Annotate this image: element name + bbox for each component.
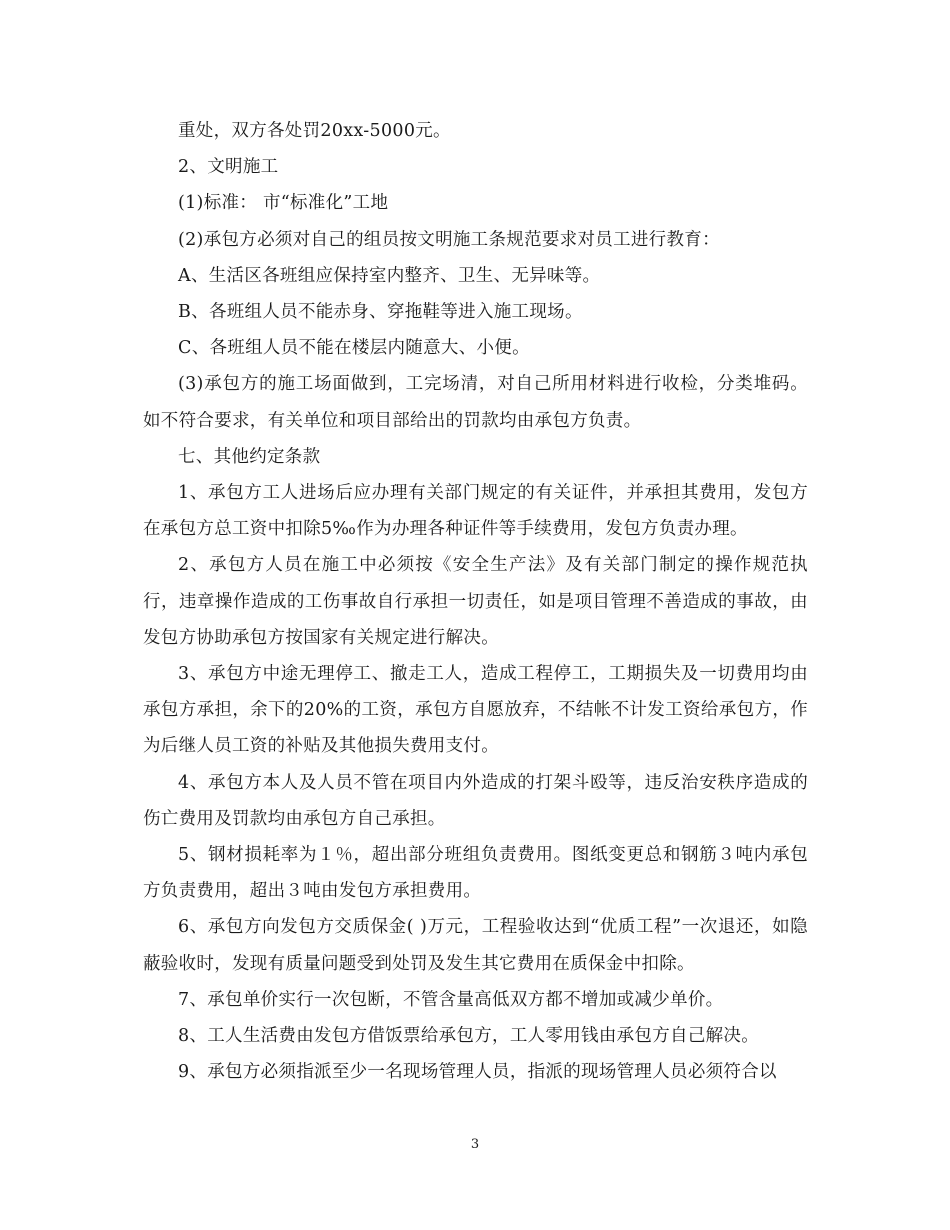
- paragraph-term-5: 5、钢材损耗率为１％，超出部分班组负责费用。图纸变更总和钢筋３吨内承包方负责费用，超出３吨由发包方承担费用。: [143, 845, 808, 902]
- paragraph-term-7: 7、承包单价实行一次包断，不管含量高低双方都不增加或减少单价。: [178, 989, 724, 1010]
- paragraph-item-b: B、各班组人员不能赤身、穿拖鞋等进入施工现场。: [178, 302, 583, 323]
- paragraph-site-cleanup: (3)承包方的施工场面做到，工完场清，对自己所用材料进行收检，分类堆码。如不符合要求，有关单位和项目部给出的罚款均由承包方负责。: [143, 374, 808, 431]
- paragraph-item-a: A、生活区各班组应保持室内整齐、卫生、无异味等。: [178, 265, 601, 286]
- paragraph-other-terms-heading: 七、其他约定条款: [178, 446, 321, 467]
- paragraph-term-8: 8、工人生活费由发包方借饭票给承包方，工人零用钱由承包方自己解决。: [178, 1026, 760, 1047]
- paragraph-term-3: 3、承包方中途无理停工、撤走工人，造成工程停工，工期损失及一切费用均由承包方承担，余下的20%的工资，承包方自愿放弃，不结帐不计发工资给承包方，作为后继人员工资的补贴及其他损失费用支付。: [143, 664, 808, 757]
- paragraph-term-4: 4、承包方本人及人员不管在项目内外造成的打架斗殴等，违反治安秩序造成的伤亡费用及罚款均由承包方自己承担。: [143, 772, 808, 829]
- paragraph-item-c: C、各班组人员不能在楼层内随意大、小便。: [178, 338, 530, 359]
- document-body: [143, 113, 808, 1090]
- paragraph-term-6: 6、承包方向发包方交质保金( )万元，工程验收达到“优质工程”一次退还，如隐蔽验收时，发现有质量问题受到处罚及发生其它费用在质保金中扣除。: [143, 917, 808, 974]
- paragraph-civilized-construction-heading: 2、文明施工: [178, 157, 279, 178]
- paragraph-education-requirement: (2)承包方必须对自己的组员按文明施工条规范要求对员工进行教育：: [178, 229, 720, 250]
- page-number: 3: [470, 1137, 480, 1152]
- paragraph-term-9: 9、承包方必须指派至少一名现场管理人员，指派的现场管理人员必须符合以: [178, 1062, 777, 1083]
- paragraph-penalty-continuation: 重处，双方各处罚20xx-5000元。: [178, 121, 451, 141]
- paragraph-term-2: 2、承包方人员在施工中必须按《安全生产法》及有关部门制定的操作规范执行，违章操作造成的工伤事故自行承担一切责任，如是项目管理不善造成的事故，由发包方协助承包方按国家有关规定进行解决。: [143, 555, 808, 648]
- paragraph-term-1: 1、承包方工人进场后应办理有关部门规定的有关证件，并承担其费用，发包方在承包方总工资中扣除5‰作为办理各种证件等手续费用，发包方负责办理。: [143, 483, 808, 540]
- paragraph-standard: (1)标准： 市“标准化”工地: [178, 193, 389, 214]
